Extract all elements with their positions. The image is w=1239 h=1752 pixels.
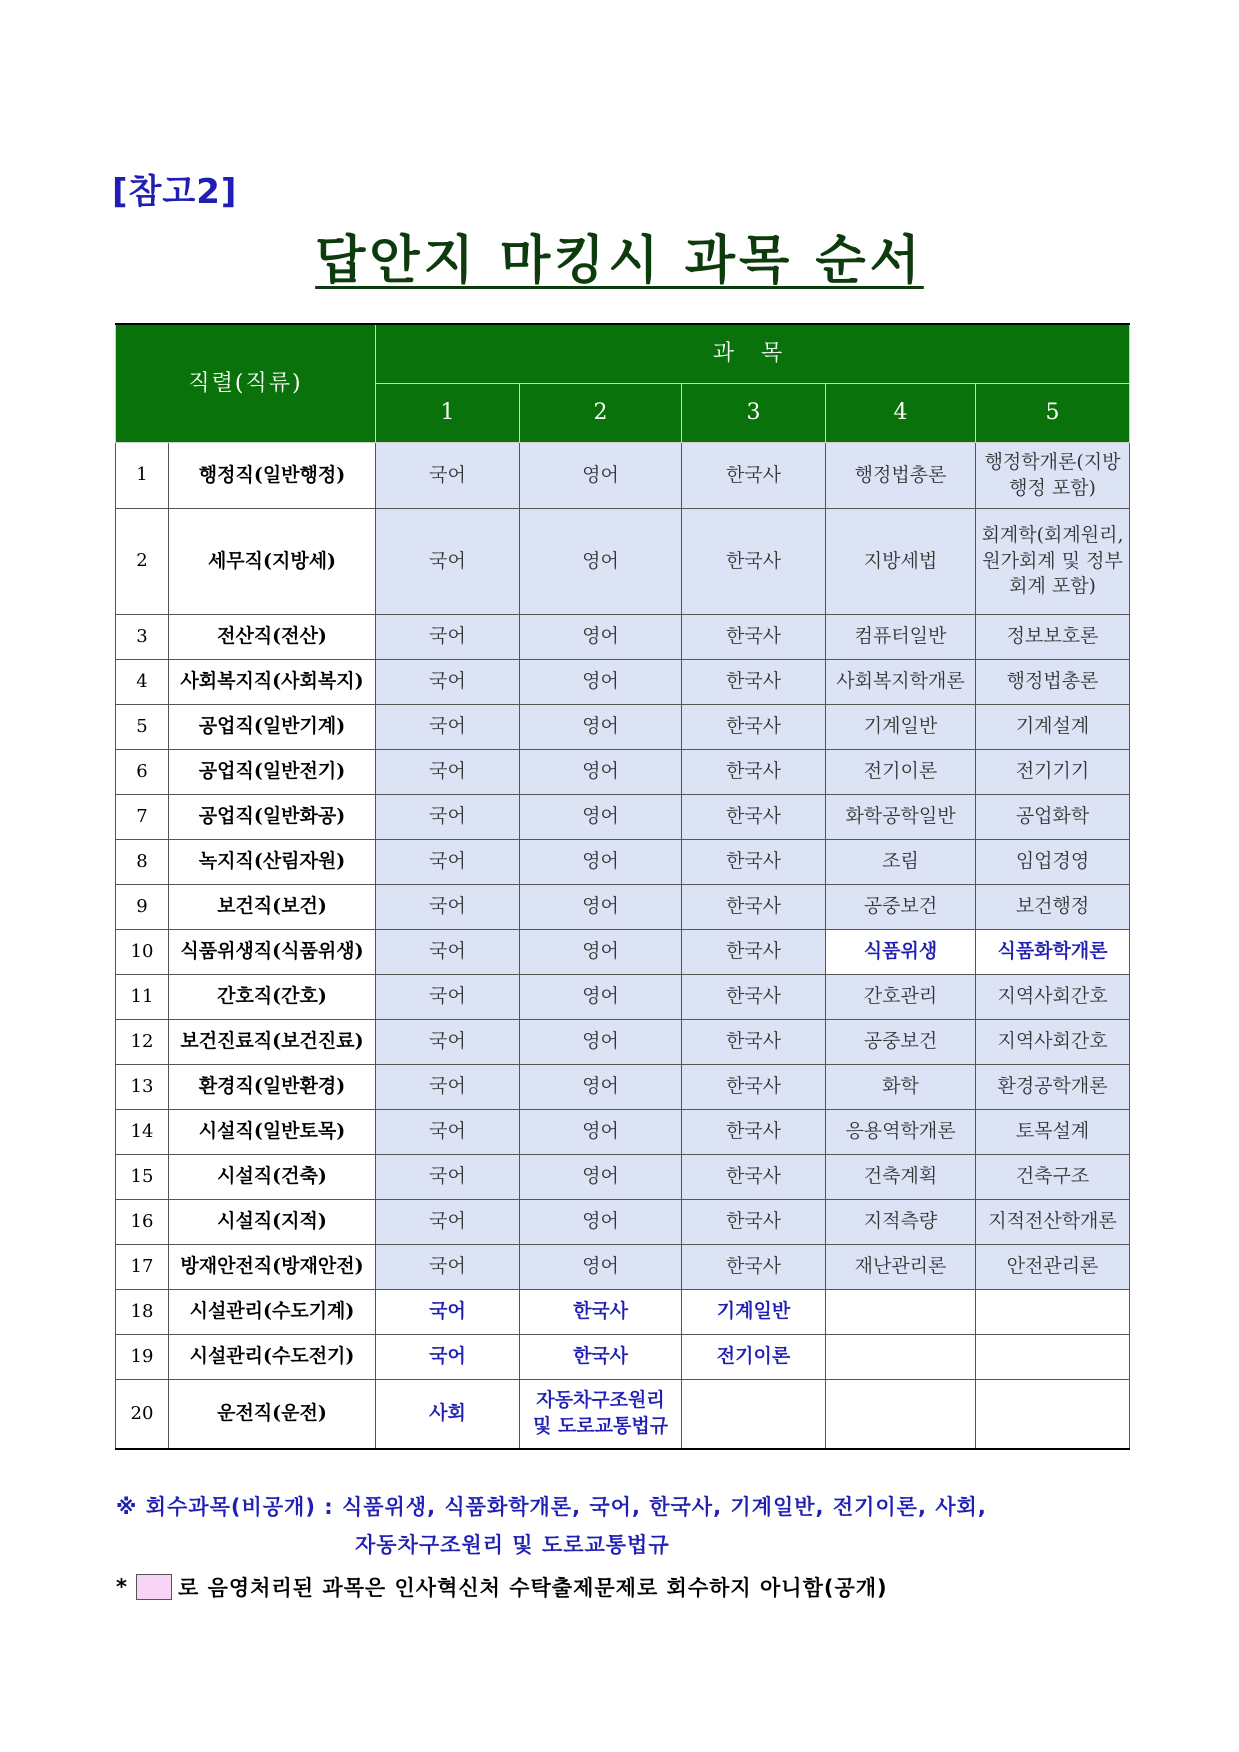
table-row [116,1065,1130,1110]
row-number: 10 [116,930,169,975]
row-number: 5 [116,705,169,750]
header-subject-number: 1 [376,384,520,443]
table-row [116,1200,1130,1245]
subject-cell-s2: 영어 [520,705,682,750]
recall-note-line2: 자동차구조원리 및 도로교통법규 [355,1533,670,1557]
job-title: 운전직(운전) [169,1380,376,1449]
subject-cell-s5: 회계학(회계원리, 원가회계 및 정부회계 포함) [976,509,1130,615]
subject-cell-s3: 한국사 [682,615,826,660]
table-row [116,1335,1130,1380]
subject-cell-s5: 지역사회간호 [976,975,1130,1020]
header-job: 직렬(직류) [116,324,376,443]
table-row [116,750,1130,795]
table-body [116,443,1130,1449]
subject-cell-s5: 기계설계 [976,705,1130,750]
shade-legend-swatch [136,1574,172,1600]
row-number: 11 [116,975,169,1020]
job-title: 환경직(일반환경) [169,1065,376,1110]
subject-cell-s2: 영어 [520,795,682,840]
subject-cell-s4 [826,1380,976,1449]
job-title: 방재안전직(방재안전) [169,1245,376,1290]
subject-cell-s1: 국어 [376,1200,520,1245]
subject-cell-s2: 한국사 [520,1290,682,1335]
subject-cell-s1: 국어 [376,1335,520,1380]
subject-cell-s2: 영어 [520,840,682,885]
subject-cell-s4: 컴퓨터일반 [826,615,976,660]
row-number: 13 [116,1065,169,1110]
subject-cell-s1: 국어 [376,1020,520,1065]
subject-cell-s5: 임업경영 [976,840,1130,885]
recall-note [116,1488,987,1564]
job-title: 시설관리(수도기계) [169,1290,376,1335]
table-row [116,509,1130,615]
job-title: 식품위생직(식품위생) [169,930,376,975]
table-row [116,840,1130,885]
subject-cell-s3: 기계일반 [682,1290,826,1335]
subject-cell-s1: 사회 [376,1380,520,1449]
subject-cell-s4: 응용역학개론 [826,1110,976,1155]
row-number: 17 [116,1245,169,1290]
row-number: 2 [116,509,169,615]
table-row [116,885,1130,930]
subject-cell-s4 [826,1290,976,1335]
job-title: 공업직(일반화공) [169,795,376,840]
subject-cell-s4: 재난관리론 [826,1245,976,1290]
job-title: 시설직(건축) [169,1155,376,1200]
job-title: 공업직(일반기계) [169,705,376,750]
subject-cell-s2: 영어 [520,750,682,795]
header-subjects: 과 목 [376,324,1130,384]
subject-cell-s5 [976,1380,1130,1449]
subject-cell-s5 [976,1335,1130,1380]
row-number: 4 [116,660,169,705]
subject-cell-s4: 화학공학일반 [826,795,976,840]
job-title: 공업직(일반전기) [169,750,376,795]
subject-cell-s4 [826,1335,976,1380]
subject-cell-s1: 국어 [376,509,520,615]
subject-cell-s2: 영어 [520,1200,682,1245]
row-number: 16 [116,1200,169,1245]
subject-cell-s3: 한국사 [682,750,826,795]
subject-cell-s5: 지역사회간호 [976,1020,1130,1065]
subject-cell-s1: 국어 [376,885,520,930]
table-row [116,1155,1130,1200]
subject-cell-s5: 행정학개론(지방행정 포함) [976,443,1130,509]
subject-cell-s1: 국어 [376,443,520,509]
subject-cell-s4: 간호관리 [826,975,976,1020]
subject-cell-s2: 영어 [520,930,682,975]
subject-cell-s5: 전기기기 [976,750,1130,795]
subject-cell-s1: 국어 [376,1245,520,1290]
subject-cell-s1: 국어 [376,975,520,1020]
subject-cell-s1: 국어 [376,705,520,750]
row-number: 19 [116,1335,169,1380]
subject-cell-s2: 영어 [520,1155,682,1200]
table-row [116,975,1130,1020]
table-row [116,1110,1130,1155]
header-subject-number: 3 [682,384,826,443]
subject-cell-s5: 행정법총론 [976,660,1130,705]
subject-cell-s2: 한국사 [520,1335,682,1380]
job-title: 보건진료직(보건진료) [169,1020,376,1065]
subject-cell-s1: 국어 [376,840,520,885]
shaded-note-text: 로 음영처리된 과목은 인사혁신처 수탁출제문제로 회수하지 아니함(공개) [177,1576,888,1600]
subject-cell-s4: 지적측량 [826,1200,976,1245]
subject-cell-s1: 국어 [376,660,520,705]
subject-cell-s4: 기계일반 [826,705,976,750]
subject-cell-s5: 지적전산학개론 [976,1200,1130,1245]
subject-cell-s1: 국어 [376,795,520,840]
subject-cell-s2: 영어 [520,1110,682,1155]
job-title: 세무직(지방세) [169,509,376,615]
subject-cell-s3: 한국사 [682,840,826,885]
subject-cell-s3 [682,1380,826,1449]
subject-cell-s2: 영어 [520,885,682,930]
subject-cell-s2: 영어 [520,975,682,1020]
table-row [116,795,1130,840]
job-title: 사회복지직(사회복지) [169,660,376,705]
table-row [116,615,1130,660]
table-row [116,1020,1130,1065]
row-number: 20 [116,1380,169,1449]
subject-cell-s3: 한국사 [682,509,826,615]
reference-label: [참고2] [112,172,238,212]
subject-cell-s5 [976,1290,1130,1335]
subject-cell-s1: 국어 [376,1110,520,1155]
subject-cell-s2: 영어 [520,1065,682,1110]
subject-cell-s3: 한국사 [682,660,826,705]
row-number: 12 [116,1020,169,1065]
subject-cell-s4: 지방세법 [826,509,976,615]
table-row [116,660,1130,705]
subject-cell-s3: 한국사 [682,1155,826,1200]
subject-cell-s3: 한국사 [682,795,826,840]
shaded-note-bullet: * [116,1575,128,1599]
row-number: 18 [116,1290,169,1335]
row-number: 6 [116,750,169,795]
subject-cell-s3: 한국사 [682,1200,826,1245]
subject-cell-s4: 공중보건 [826,1020,976,1065]
subject-cell-s2: 영어 [520,1020,682,1065]
subject-cell-s4: 사회복지학개론 [826,660,976,705]
subject-cell-s5: 공업화학 [976,795,1130,840]
job-title: 시설관리(수도전기) [169,1335,376,1380]
row-number: 9 [116,885,169,930]
subject-cell-s3: 한국사 [682,1065,826,1110]
subject-cell-s5: 안전관리론 [976,1245,1130,1290]
subject-cell-s1: 국어 [376,1065,520,1110]
subject-cell-s3: 한국사 [682,885,826,930]
subject-cell-s2: 영어 [520,509,682,615]
job-title: 간호직(간호) [169,975,376,1020]
subject-cell-s4: 식품위생 [826,930,976,975]
subject-cell-s3: 한국사 [682,705,826,750]
job-title: 시설직(지적) [169,1200,376,1245]
subject-cell-s5: 보건행정 [976,885,1130,930]
header-subject-number: 4 [826,384,976,443]
row-number: 14 [116,1110,169,1155]
table-row [116,1380,1130,1449]
subject-cell-s5: 건축구조 [976,1155,1130,1200]
page-title-text: 답안지 마킹시 과목 순서 [315,231,924,291]
subject-cell-s4: 조림 [826,840,976,885]
subject-cell-s2: 자동차구조원리 및 도로교통법규 [520,1380,682,1449]
subject-cell-s2: 영어 [520,660,682,705]
subject-cell-s3: 한국사 [682,1110,826,1155]
table-row [116,705,1130,750]
subject-cell-s2: 영어 [520,615,682,660]
subject-cell-s1: 국어 [376,615,520,660]
subject-order-table [115,323,1130,1450]
job-title: 전산직(전산) [169,615,376,660]
subject-cell-s1: 국어 [376,1290,520,1335]
row-number: 15 [116,1155,169,1200]
table-row [116,930,1130,975]
subject-cell-s5: 식품화학개론 [976,930,1130,975]
table-row [116,443,1130,509]
row-number: 8 [116,840,169,885]
row-number: 1 [116,443,169,509]
row-number: 7 [116,795,169,840]
job-title: 행정직(일반행정) [169,443,376,509]
row-number: 3 [116,615,169,660]
subject-cell-s5: 토목설계 [976,1110,1130,1155]
job-title: 시설직(일반토목) [169,1110,376,1155]
subject-cell-s4: 전기이론 [826,750,976,795]
subject-cell-s4: 건축계획 [826,1155,976,1200]
subject-cell-s3: 전기이론 [682,1335,826,1380]
subject-cell-s2: 영어 [520,1245,682,1290]
header-subject-number: 5 [976,384,1130,443]
subject-cell-s1: 국어 [376,930,520,975]
header-subject-number: 2 [520,384,682,443]
subject-cell-s3: 한국사 [682,930,826,975]
table-row [116,1290,1130,1335]
subject-cell-s5: 정보보호론 [976,615,1130,660]
subject-cell-s3: 한국사 [682,1020,826,1065]
subject-cell-s4: 행정법총론 [826,443,976,509]
subject-cell-s1: 국어 [376,750,520,795]
recall-note-line1: ※ 회수과목(비공개) : 식품위생, 식품화학개론, 국어, 한국사, 기계일반, 전기이론, 사회, [116,1495,987,1519]
job-title: 녹지직(산림자원) [169,840,376,885]
page-title [0,218,1239,293]
subject-cell-s3: 한국사 [682,1245,826,1290]
subject-cell-s1: 국어 [376,1155,520,1200]
subject-cell-s3: 한국사 [682,443,826,509]
job-title: 보건직(보건) [169,885,376,930]
subject-cell-s3: 한국사 [682,975,826,1020]
subject-cell-s4: 공중보건 [826,885,976,930]
subject-cell-s5: 환경공학개론 [976,1065,1130,1110]
subject-cell-s4: 화학 [826,1065,976,1110]
shaded-note [116,1572,888,1602]
subject-cell-s2: 영어 [520,443,682,509]
table-row [116,1245,1130,1290]
